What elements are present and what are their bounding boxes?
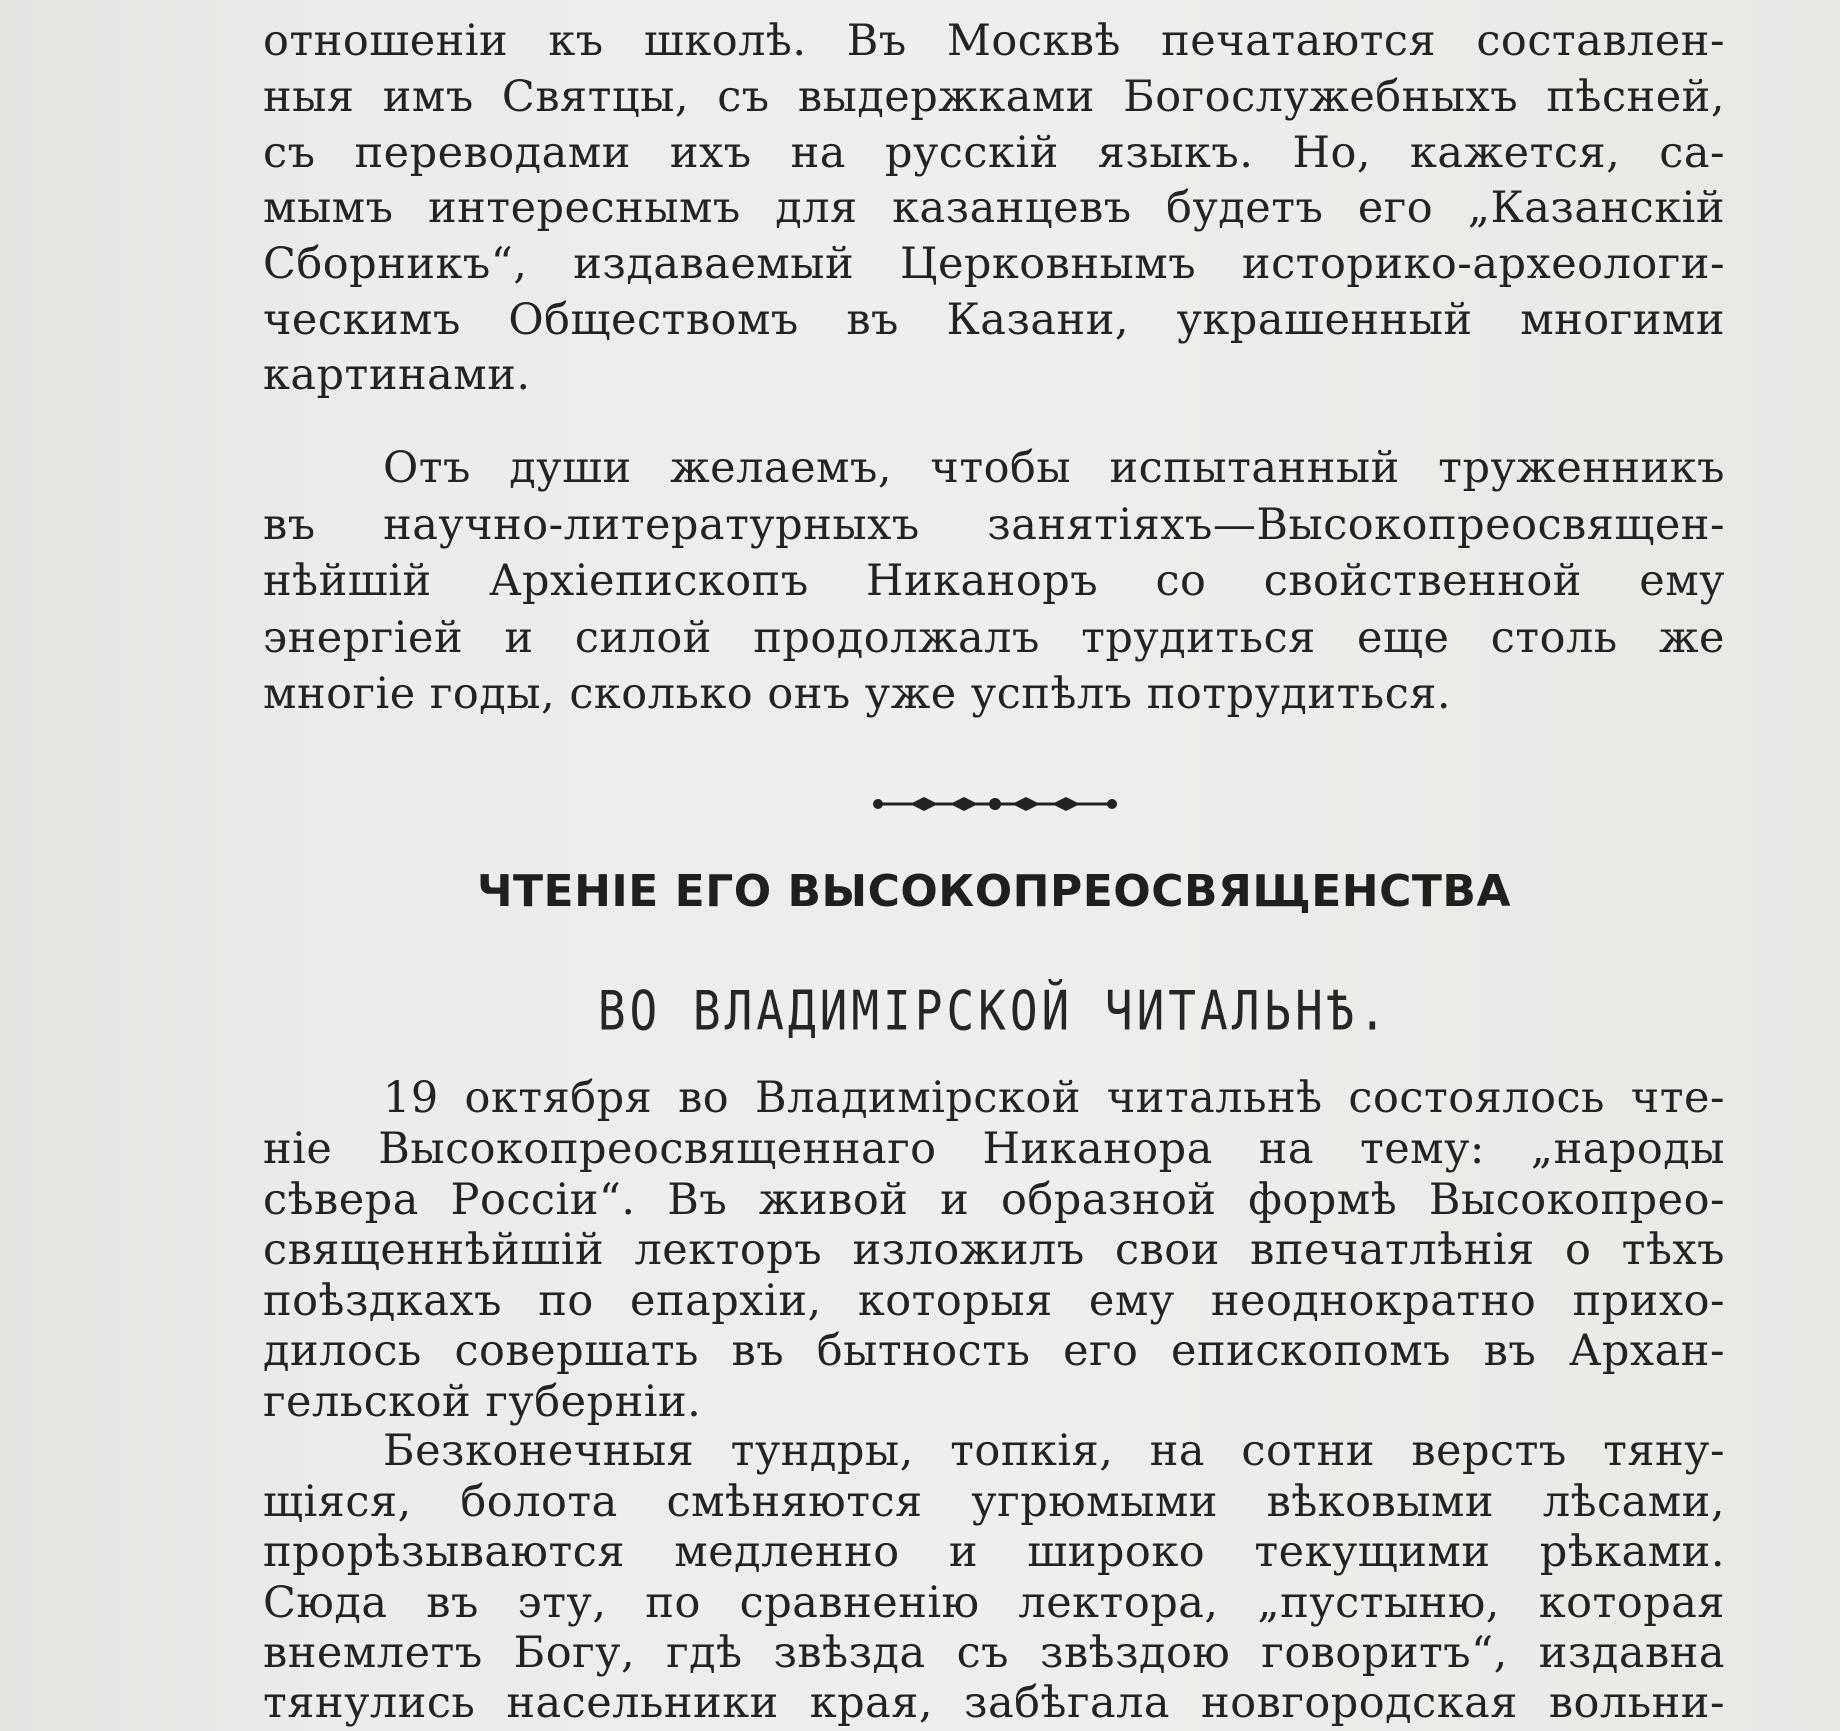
section-divider-ornament [870,793,1120,815]
text-line: ческимъ Обществомъ въ Казани, украшенный многими [263,295,1725,345]
text-line: Безконечныя тундры, топкія, на сотни верстъ тяну- [383,1426,1725,1476]
text-line: Отъ души желаемъ, чтобы испытанный труженникъ [383,443,1725,493]
text-line: сѣвера Россіи“. Въ живой и образной формѣ Высокопрео- [263,1175,1725,1225]
text-line: тянулись насельники края, забѣгала новгородская вольни- [263,1678,1725,1728]
text-line: ніе Высокопреосвященнаго Никанора на тему: „народы [263,1124,1725,1174]
text-line: 19 октября во Владимірской читальнѣ состоялось чте- [383,1073,1725,1123]
text-line: прорѣзываются медленно и широко текущими рѣками. [263,1527,1725,1577]
text-line: внемлетъ Богу, гдѣ звѣзда съ звѣздою говоритъ“, издавна [263,1628,1725,1678]
text-line: картинами. [263,350,531,400]
text-line: энергіей и силой продолжалъ трудиться еще столь же [263,613,1725,663]
text-line: отношеніи къ школѣ. Въ Москвѣ печатаются составлен- [263,16,1725,66]
text-line: Сюда въ эту, по сравненію лектора, „пустыню, которая [263,1578,1725,1628]
article-heading: ЧТЕНІЕ ЕГО ВЫСОКОПРЕОСВЯЩЕНСТВА [476,866,1512,917]
text-line: съ переводами ихъ на русскій языкъ. Но, кажется, са- [263,128,1725,178]
text-line: гельской губерніи. [263,1377,702,1427]
text-line: щіяся, болота смѣняются угрюмыми вѣковыми лѣсами, [263,1477,1725,1527]
text-line: священнѣйшій лекторъ изложилъ свои впечатлѣнія о тѣхъ [263,1225,1725,1275]
text-line: дилось совершать въ бытность его епископомъ въ Архан- [263,1326,1725,1376]
text-line: мымъ интереснымъ для казанцевъ будетъ его „Казанскій [263,183,1725,233]
text-line: нѣйшій Архіепископъ Никаноръ со свойственной ему [263,556,1725,606]
text-line: ныя имъ Святцы, съ выдержками Богослужебныхъ пѣсней, [263,72,1725,122]
text-line: многіе годы, сколько онъ уже успѣлъ потрудиться. [263,669,1452,719]
text-line: въ научно-литературныхъ занятіяхъ—Высокопреосвящен- [263,500,1725,550]
article-subheading: ВО ВЛАДИМІРСКОЙ ЧИТАЛЬНѢ. [597,978,1391,1043]
text-line: Сборникъ“, издаваемый Церковнымъ историко-археологи- [263,239,1725,289]
text-line: поѣздкахъ по епархіи, которыя ему неоднократно прихо- [263,1276,1725,1326]
